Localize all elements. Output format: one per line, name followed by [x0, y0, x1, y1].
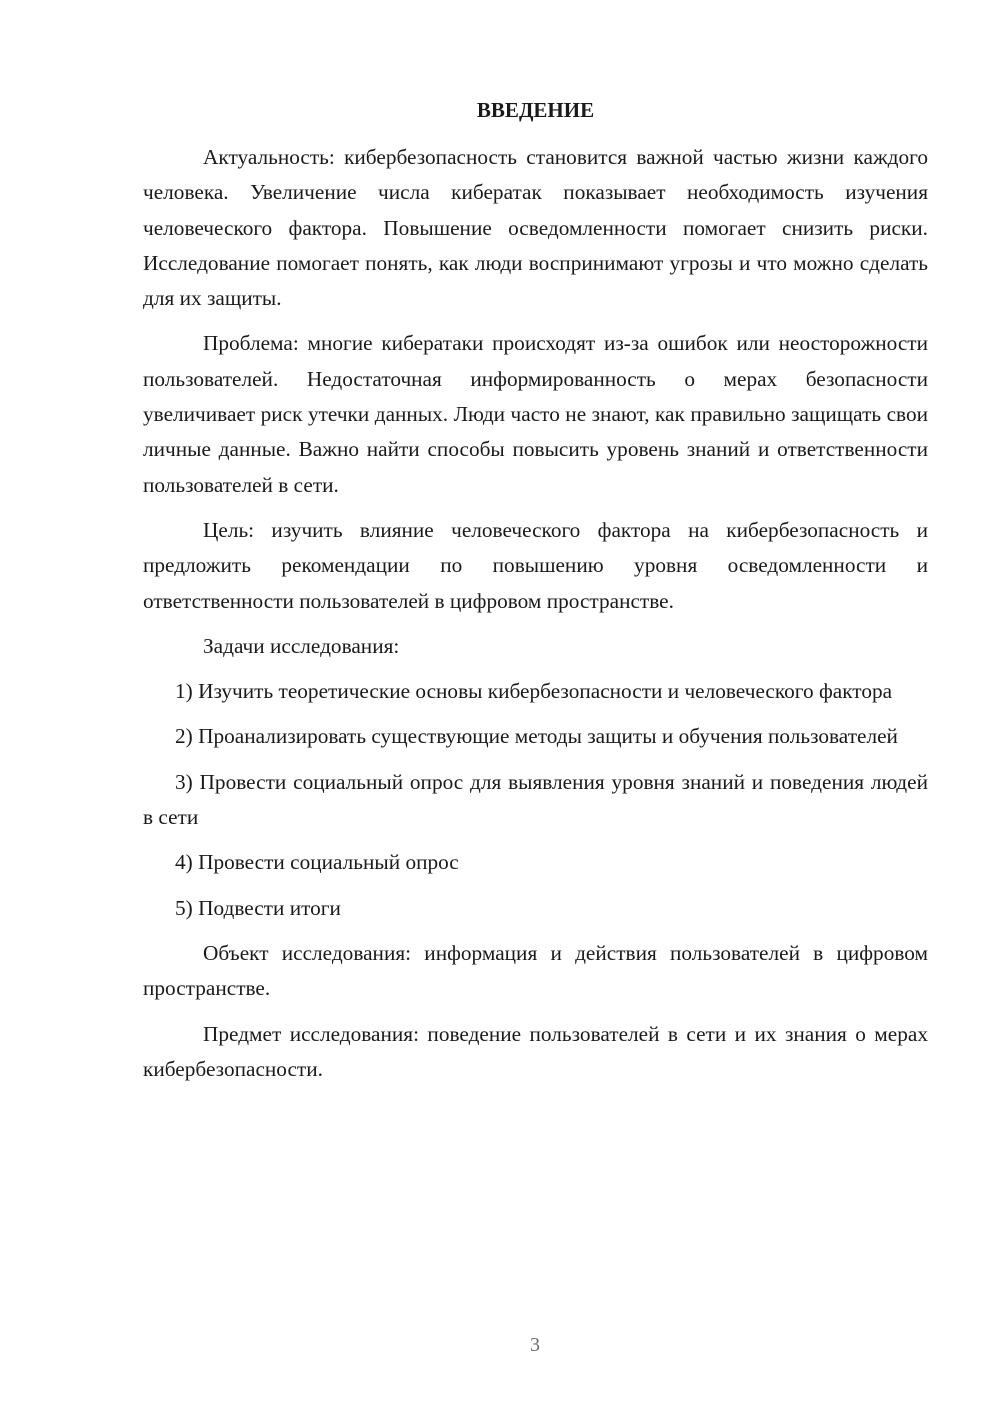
- paragraph-relevance: Актуальность: кибербезопасность становится важной частью жизни каждого человека. Увеличение числа кибератак показывает необходимость изучения человеческого фактора. Повышение осведомленности помогает снизить риски. Исследование помогает понять, как люди воспринимают угрозы и что можно сделать для их защиты.: [143, 145, 928, 311]
- paragraph-object: Объект исследования: информация и действия пользователей в цифровом пространстве.: [143, 940, 928, 1001]
- task-item-4: 4) Провести социальный опрос: [175, 850, 459, 875]
- tasks-heading: Задачи исследования:: [203, 633, 400, 658]
- paragraph-goal: Цель: изучить влияние человеческого фактора на кибербезопасность и предложить рекомендации по повышению уровня осведомленности и ответственности пользователей в цифровом пространстве.: [143, 517, 928, 613]
- task-item-5: 5) Подвести итоги: [175, 895, 341, 920]
- section-title: ВВЕДЕНИЕ: [476, 98, 595, 122]
- task-item-2: 2) Проанализировать существующие методы защиты и обучения пользователей: [175, 724, 898, 749]
- paragraph-problem: Проблема: многие кибератаки происходят из-за ошибок или неосторожности пользователей. Недостаточная информированность о мерах безопасности увеличивает риск утечки данных. Люди часто не знают, как правильно защищать свои личные данные. Важно найти способы повысить уровень знаний и ответственности пользователей в сети.: [143, 331, 928, 497]
- page-content: [143, 96, 928, 1097]
- paragraph-subject: Предмет исследования: поведение пользователей в сети и их знания о мерах кибербезопасности.: [143, 1021, 928, 1081]
- page-number: 3: [530, 1334, 540, 1356]
- task-item-1: 1) Изучить теоретические основы кибербезопасности и человеческого фактора: [175, 679, 893, 704]
- task-item-3: 3) Провести социальный опрос для выявления уровня знаний и поведения людей в сети: [143, 769, 928, 830]
